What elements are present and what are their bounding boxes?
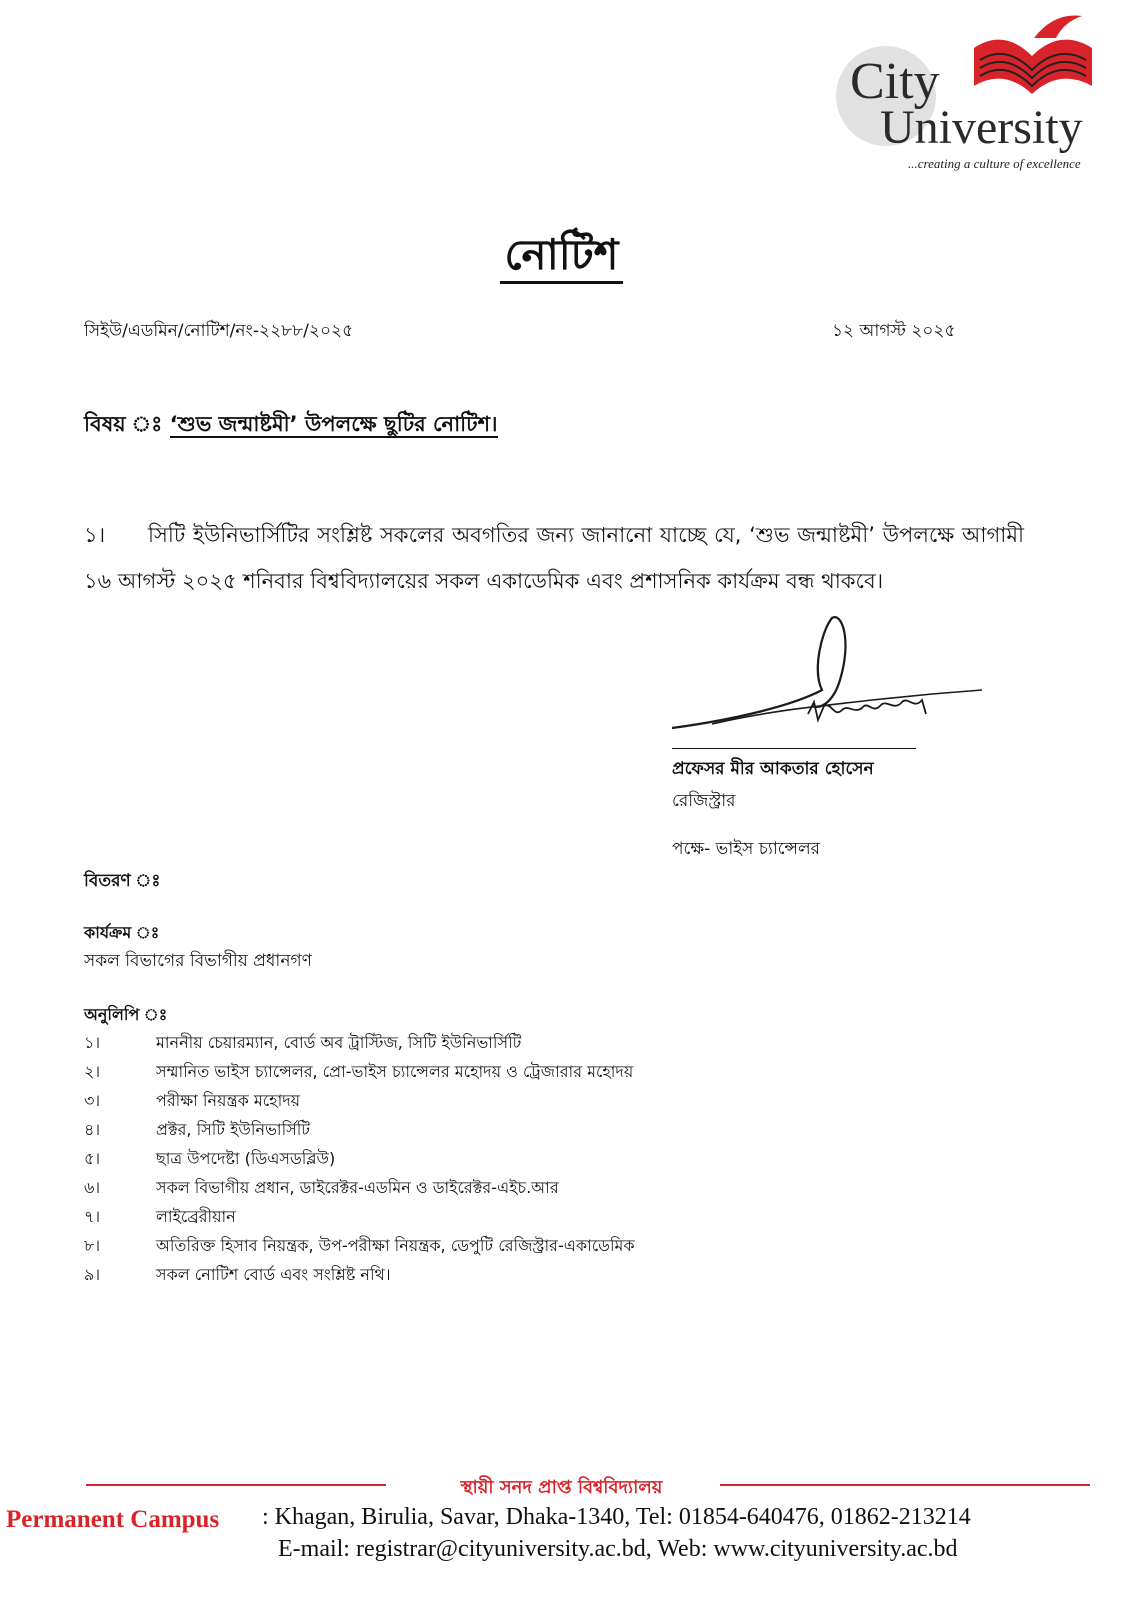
subject-label: বিষয় ঃ [84, 412, 163, 436]
list-item-text: পরীক্ষা নিয়ন্ত্রক মহোদয় [156, 1091, 301, 1110]
list-item [84, 1204, 635, 1233]
list-item-number: ১। [84, 1033, 101, 1052]
subject-text: ‘শুভ জন্মাষ্টমী’ উপলক্ষে ছুটির নোটিশ। [169, 412, 498, 436]
list-item-number: ৬। [84, 1178, 101, 1197]
list-item [84, 1262, 635, 1291]
list-item [84, 1175, 635, 1204]
open-book-icon [964, 8, 1102, 100]
signatory-role: রেজিস্ট্রার [672, 791, 736, 811]
footer-slogan: স্থায়ী সনদ প্রাপ্ত বিশ্ববিদ্যালয় [460, 1477, 663, 1498]
footer-contact: E-mail: registrar@cityuniversity.ac.bd, Web: www.cityuniversity.ac.bd [278, 1536, 958, 1562]
paragraph-text: সিটি ইউনিভার্সিটির সংশ্লিষ্ট সকলের অবগতির জন্য জানানো যাচ্ছে যে, ‘শুভ জন্মাষ্টমী’ উপলক্ষে আগামী ১৬ আগস্ট ২০২৫ শনিবার বিশ্ববিদ্যালয়ের সকল একাডেমিক এবং প্রশাসনিক কার্যক্রম বন্ধ থাকবে। [84, 523, 1024, 593]
footer-address: : Khagan, Birulia, Savar, Dhaka-1340, Tel: 01854-640476, 01862-213214 [262, 1504, 971, 1530]
logo-text-university: University [880, 101, 1083, 154]
list-item-number: ৫। [84, 1149, 101, 1168]
list-item-number: ৪। [84, 1120, 101, 1139]
subject-line [84, 408, 498, 443]
signature-line [672, 748, 916, 749]
list-item [84, 1233, 635, 1262]
list-item-number: ৯। [84, 1265, 101, 1284]
handwritten-signature [672, 610, 992, 740]
list-item [84, 1030, 635, 1059]
footer-campus-label: Permanent Campus [6, 1506, 220, 1533]
list-item [84, 1088, 635, 1117]
signatory-on-behalf: পক্ষে- ভাইস চ্যান্সেলর [672, 839, 821, 859]
notice-title [0, 222, 1123, 293]
list-item-text: অতিরিক্ত হিসাব নিয়ন্ত্রক, উপ-পরীক্ষা নিয়ন্ত্রক, ডেপুটি রেজিস্ট্রার-একাডেমিক [156, 1236, 635, 1255]
list-item-number: ৩। [84, 1091, 101, 1110]
notice-title-text: নোটিশ [500, 230, 622, 284]
list-item [84, 1059, 635, 1088]
list-item-number: ২। [84, 1062, 101, 1081]
university-logo [836, 8, 1106, 183]
notice-date: ১২ আগস্ট ২০২৫ [832, 321, 956, 341]
copy-list [84, 1030, 635, 1291]
list-item-text: প্রক্টর, সিটি ইউনিভার্সিটি [156, 1120, 311, 1139]
reference-number: সিইউ/এডমিন/নোটিশ/নং-২২৮৮/২০২৫ [84, 321, 354, 341]
logo-tagline: ...creating a culture of excellence [908, 156, 1081, 171]
list-item-text: লাইব্রেরীয়ান [156, 1207, 236, 1226]
action-text: সকল বিভাগের বিভাগীয় প্রধানগণ [84, 951, 312, 971]
logo-text-city: City [850, 53, 940, 110]
list-item [84, 1117, 635, 1146]
list-item [84, 1146, 635, 1175]
list-item-text: সকল নোটিশ বোর্ড এবং সংশ্লিষ্ট নথি। [156, 1265, 391, 1284]
list-item-text: সকল বিভাগীয় প্রধান, ডাইরেক্টর-এডমিন ও ডাইরেক্টর-এইচ.আর [156, 1178, 559, 1197]
action-label: কার্যক্রম ঃ [84, 923, 160, 942]
list-item-text: সম্মানিত ভাইস চ্যান্সেলর, প্রো-ভাইস চ্যান্সেলর মহোদয় ও ট্রেজারার মহোদয় [156, 1062, 634, 1081]
paragraph-number: ১। [84, 523, 106, 547]
list-item-number: ৭। [84, 1207, 101, 1226]
list-item-text: ছাত্র উপদেষ্টা (ডিএসডব্লিউ) [156, 1149, 336, 1168]
signatory-name: প্রফেসর মীর আকতার হোসেন [672, 759, 874, 779]
distribution-label: বিতরণ ঃ [84, 871, 161, 891]
list-item-text: মাননীয় চেয়ারম্যান, বোর্ড অব ট্রাস্টিজ, সিটি ইউনিভার্সিটি [156, 1033, 522, 1052]
list-item-number: ৮। [84, 1236, 101, 1255]
body-paragraph [84, 512, 1024, 604]
copy-label: অনুলিপি ঃ [84, 1005, 168, 1024]
